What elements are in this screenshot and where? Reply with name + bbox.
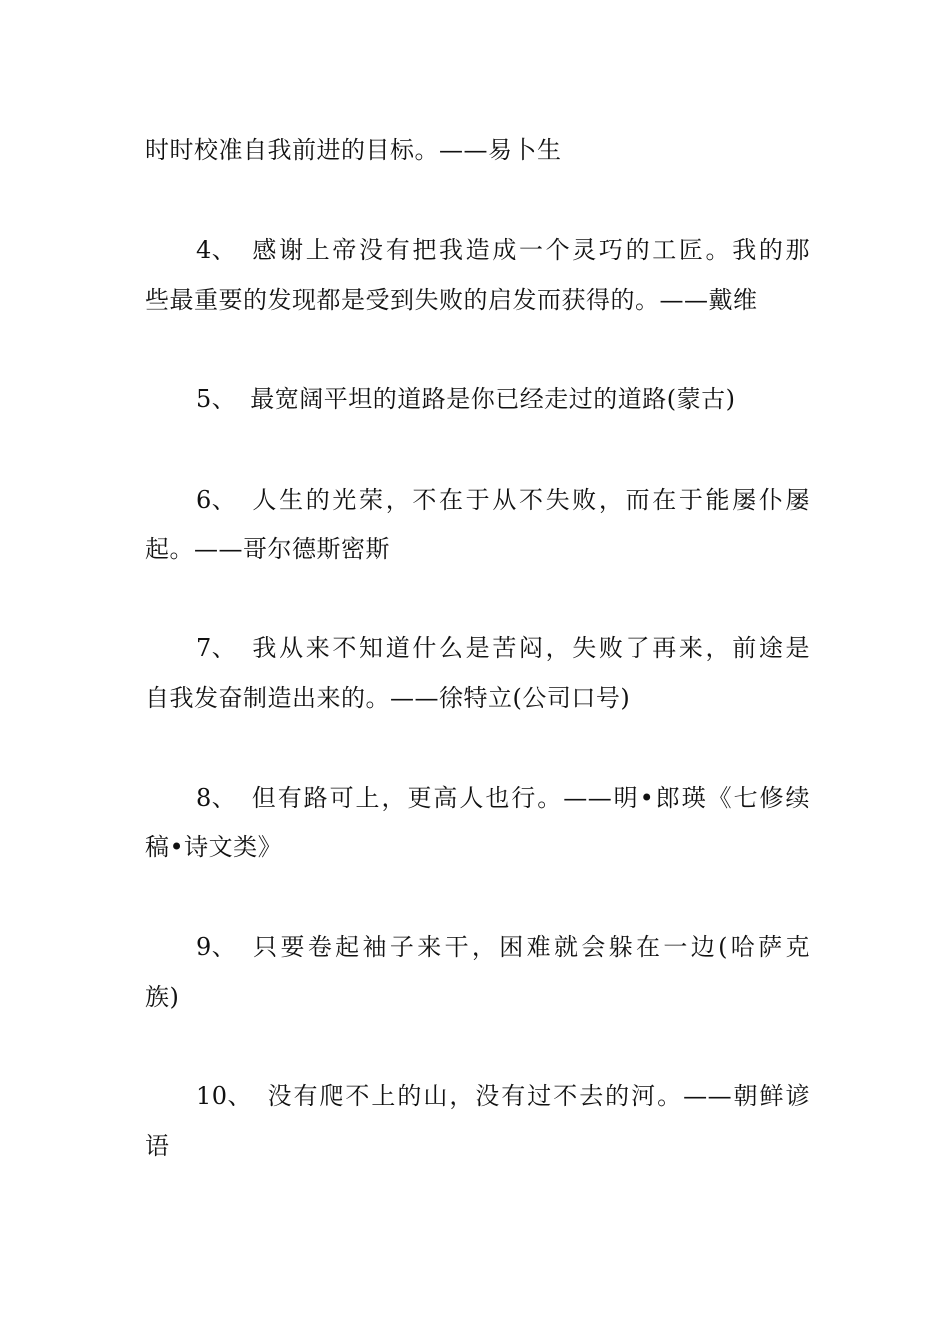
list-item-9-line-1 <box>145 932 810 962</box>
item-number: 8、 <box>196 784 237 812</box>
list-item-4-line-1 <box>145 235 810 265</box>
item-number: 7、 <box>196 634 237 662</box>
line-text: 时时校准自我前进的目标。——易卜生 <box>145 136 562 164</box>
list-item-10-line-2 <box>145 1131 810 1161</box>
item-number: 9、 <box>196 933 237 961</box>
line-text: 些最重要的发现都是受到失败的启发而获得的。——戴维 <box>145 286 758 314</box>
line-text: 自我发奋制造出来的。——徐特立(公司口号) <box>145 684 631 712</box>
list-item-5-line-1 <box>145 384 810 414</box>
line-text: 起。——哥尔德斯密斯 <box>145 535 390 563</box>
item-number: 10、 <box>196 1082 253 1110</box>
list-item-7-line-1 <box>145 633 810 663</box>
text-line <box>145 135 810 165</box>
list-item-4-line-2 <box>145 285 810 315</box>
line-text: 稿•诗文类》 <box>145 833 283 861</box>
line-text: 人生的光荣，不在于从不失败，而在于能屡仆屡 <box>250 486 810 514</box>
line-text: 我从来不知道什么是苦闷，失败了再来，前途是 <box>250 634 810 662</box>
item-number: 4、 <box>196 236 237 264</box>
list-item-6-line-1 <box>145 485 810 515</box>
list-item-9-line-2 <box>145 982 810 1012</box>
line-text: 没有爬不上的山，没有过不去的河。——朝鲜谚 <box>266 1082 810 1110</box>
list-item-10-line-1 <box>145 1081 810 1111</box>
list-item-8-line-1 <box>145 783 810 813</box>
line-text: 但有路可上，更高人也行。——明•郎瑛《七修续 <box>250 784 810 812</box>
line-text: 只要卷起袖子来干，困难就会躲在一边(哈萨克 <box>250 933 810 961</box>
item-number: 6、 <box>196 486 237 514</box>
line-text: 族) <box>145 983 180 1011</box>
line-text: 语 <box>145 1132 170 1160</box>
line-text: 感谢上帝没有把我造成一个灵巧的工匠。我的那 <box>250 236 810 264</box>
item-number: 5、 <box>196 385 237 413</box>
list-item-7-line-2 <box>145 683 810 713</box>
list-item-6-line-2 <box>145 534 810 564</box>
line-text: 最宽阔平坦的道路是你已经走过的道路(蒙古) <box>250 385 736 413</box>
list-item-8-line-2 <box>145 832 810 862</box>
